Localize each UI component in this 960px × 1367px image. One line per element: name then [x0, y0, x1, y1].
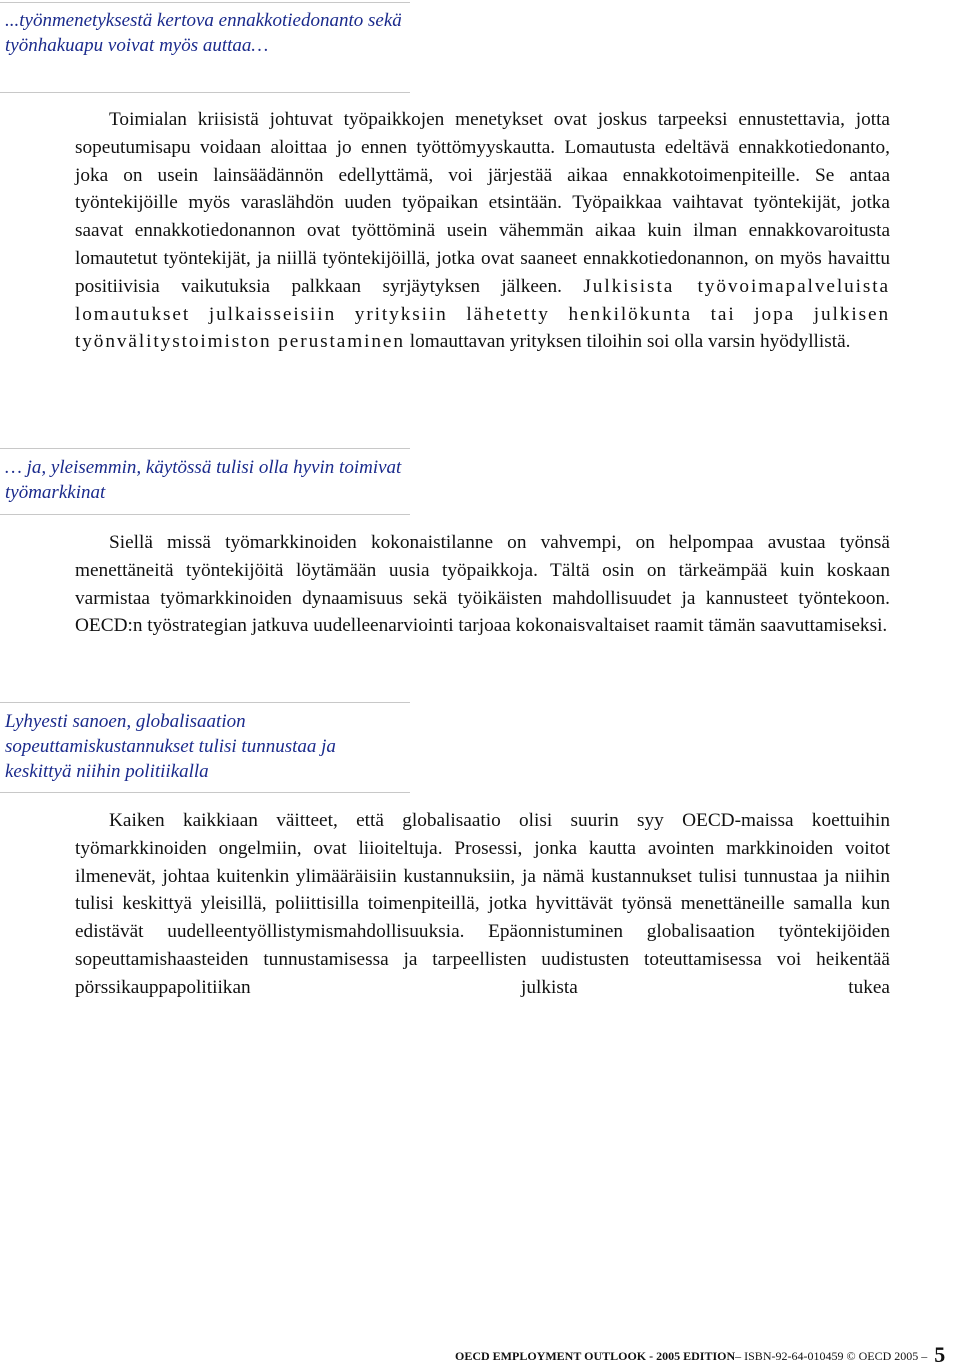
section3-top-rule — [0, 702, 410, 703]
footer-page-dash: – — [921, 1349, 928, 1363]
page-number: 5 — [934, 1342, 946, 1367]
section3-paragraph — [75, 807, 890, 1002]
section1-paragraph-b: Julkisista työvoimapalveluista lomautukset julkaisseisiin yrityksiin lähetetty henkilökunta tai jopa julkisen työnvälitystoimiston perustaminen — [75, 275, 890, 353]
footer-copyright: © OECD 2005 — [846, 1349, 919, 1363]
section1-top-rule — [0, 2, 410, 3]
section2-bottom-rule — [0, 514, 410, 515]
footer-isbn: ISBN-92-64-010459 — [744, 1349, 844, 1363]
section1-paragraph-a: Toimialan kriisistä johtuvat työpaikkojen menetykset ovat joskus tarpeeksi ennustettavia, jotta sopeutumisapu voidaan aloittaa jo ennen työttömyyskautta. Lomautusta edeltävä ennakkotiedonanto, joka on usein lainsäädännön edellyttämä, voi järjestää aikaa ennakkotoimenpiteille. Se antaa työntekijöille myös varaslähdön uuden työpaikan etsintään. Työpaikkaa vaihtavat työntekijät, jotka saavat ennakkotiedonannon ovat työttöminä usein vähemmän aikaa kuin ilman ennakkovaroitusta lomautetut työntekijät, ja niillä työntekijöillä, jotka ovat saaneet ennakkotiedonannon, on myös havaittu positiivisia vaikutuksia palkkaan syrjäytyksen jälkeen. — [75, 109, 890, 297]
section2-heading: … ja, yleisemmin, käytössä tulisi olla hyvin toimivat työmarkkinat — [5, 457, 402, 503]
section1-paragraph — [75, 106, 890, 356]
section3-heading: Lyhyesti sanoen, globalisaation sopeuttamiskustannukset tulisi tunnustaa ja keskittyä niihin politiikalla — [5, 711, 336, 782]
section1-paragraph-c: lomauttavan yrityksen tiloihin soi olla varsin hyödyllistä. — [409, 331, 851, 353]
footer-dash: – — [735, 1349, 742, 1363]
section1-heading: ...työnmenetyksestä kertova ennakkotiedonanto sekä työnhakuapu voivat myös auttaa… — [5, 10, 402, 56]
section2-top-rule — [0, 448, 410, 449]
section3-paragraph-text: Kaiken kaikkiaan väitteet, että globalisaatio olisi suurin syy OECD-maissa koettuihin työmarkkinoiden ongelmiin, ovat liioiteltuja. Prosessi, jonka kautta avointen markkinoiden voitot ilmenevät, johtaa kuitenkin ylimääräisiin kustannuksiin, ja nämä kustannukset tulisi tunnustaa ja niihin tulisi keskittyä yleisillä, poliittisilla toimenpiteillä, jotka hyvittävät työnsä menettäneille samalla kun edistävät uudelleentyöllistymismahdollisuuksia. Epäonnistuminen globalisaation työntekijöiden sopeuttamishaasteiden tunnustamisessa ja tarpeellisten uudistusten toteuttamisessa voi heikentää pörssikauppapolitiikan julkista tukea — [75, 810, 890, 998]
footer-publication: OECD EMPLOYMENT OUTLOOK - 2005 EDITION — [455, 1349, 736, 1363]
section2-paragraph — [75, 529, 890, 640]
section2-paragraph-text: Siellä missä työmarkkinoiden kokonaistilanne on vahvempi, on helpompaa avustaa työnsä menettäneitä työntekijöitä löytämään uusia työpaikkoja. Tältä osin on tärkeämpää kuin koskaan varmistaa työmarkkinoiden dynaamisuus sekä työikäisten mahdollisuudet ja kannusteet työntekoon. OECD:n työstrategian jatkuva uudelleenarviointi tarjoaa kokonaisvaltaiset raamit tämän saavuttamiseksi. — [75, 532, 890, 637]
section1-bottom-rule — [0, 92, 410, 93]
section3-bottom-rule — [0, 792, 410, 793]
